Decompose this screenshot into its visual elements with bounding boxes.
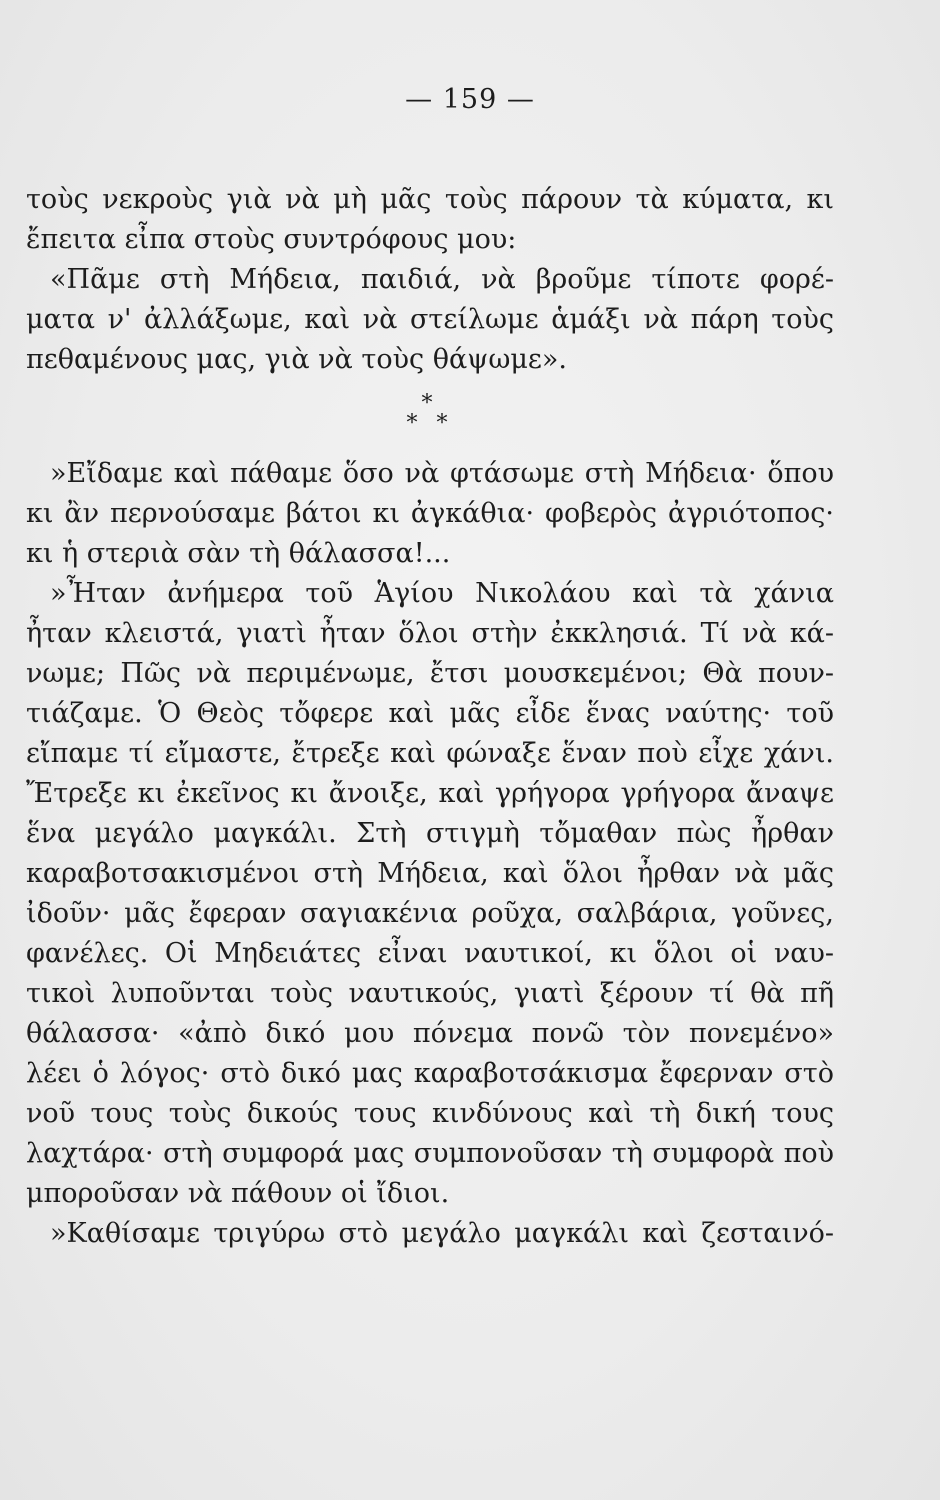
separator-stars-bottom: * *	[406, 411, 454, 436]
text-line: ἰδοῦν· μᾶς ἔφεραν σαγιακένια ροῦχα, σαλβάρια, γοῦνες,	[26, 898, 834, 929]
section-separator	[26, 380, 834, 454]
text-line: »Καθίσαμε τριγύρω στὸ μεγάλο μαγκάλι καὶ ζεσταινό-	[50, 1218, 834, 1249]
text-line: ἦταν κλειστά, γιατὶ ἦταν ὅλοι στὴν ἐκκλησιά. Τί νὰ κά-	[26, 618, 834, 649]
text-line: καραβοτσακισμένοι στὴ Μήδεια, καὶ ὅλοι ἦρθαν νὰ μᾶς	[26, 858, 834, 889]
text-line: »Ἦταν ἀνήμερα τοῦ Ἁγίου Νικολάου καὶ τὰ χάνια	[50, 578, 834, 609]
text-line: τιάζαμε. Ὁ Θεὸς τὄφερε καὶ μᾶς εἶδε ἕνας ναύτης· τοῦ	[26, 698, 834, 729]
page-number: — 159 —	[405, 84, 535, 115]
text-line: πεθαμένους μας, γιὰ νὰ τοὺς θάψωμε».	[26, 344, 568, 375]
text-line: ματα ν' ἀλλάξωμε, καὶ νὰ στείλωμε ἁμάξι νὰ πάρη τοὺς	[26, 304, 834, 335]
text-line: τοὺς νεκροὺς γιὰ νὰ μὴ μᾶς τοὺς πάρουν τὰ κύματα, κι	[26, 184, 834, 215]
text-line: λέει ὁ λόγος· στὸ δικό μας καραβοτσάκισμα ἔφερναν στὸ	[26, 1058, 834, 1089]
text-line: «Πᾶμε στὴ Μήδεια, παιδιά, νὰ βροῦμε τίποτε φορέ-	[50, 264, 834, 295]
text-line: τικοὶ λυποῦνται τοὺς ναυτικούς, γιατὶ ξέρουν τί θὰ πῆ	[26, 978, 834, 1009]
text-line: ἕνα μεγάλο μαγκάλι. Στὴ στιγμὴ τὄμαθαν πὼς ἦρθαν	[26, 818, 834, 849]
page-body	[26, 180, 834, 1254]
text-line: νωμε; Πῶς νὰ περιμένωμε, ἔτσι μουσκεμένοι; Θὰ πουν-	[26, 658, 834, 689]
text-line: Ἔτρεξε κι ἐκεῖνος κι ἄνοιξε, καὶ γρήγορα γρήγορα ἄναψε	[26, 778, 834, 809]
text-line: νοῦ τους τοὺς δικούς τους κινδύνους καὶ τὴ δική τους	[26, 1098, 834, 1129]
text-line: ἔπειτα εἶπα στοὺς συντρόφους μου:	[26, 224, 517, 255]
text-line: εἴπαμε τί εἴμαστε, ἔτρεξε καὶ φώναξε ἕναν ποὺ εἶχε χάνι.	[26, 738, 834, 769]
text-line: μποροῦσαν νὰ πάθουν οἱ ἴδιοι.	[26, 1178, 450, 1209]
text-line: κι ἡ στεριὰ σὰν τὴ θάλασσα!...	[26, 538, 451, 569]
text-line: κι ἂν περνούσαμε βάτοι κι ἀγκάθια· φοβερὸς ἀγριότοπος·	[26, 498, 834, 529]
separator-star-top: *	[421, 391, 439, 416]
text-line: θάλασσα· «ἀπὸ δικό μου πόνεμα πονῶ τὸν πονεμένο»	[26, 1018, 834, 1049]
text-line: »Εἴδαμε καὶ πάθαμε ὅσο νὰ φτάσωμε στὴ Μήδεια· ὅπου	[50, 458, 834, 489]
text-line: λαχτάρα· στὴ συμφορά μας συμπονοῦσαν τὴ συμφορὰ ποὺ	[26, 1138, 834, 1169]
text-line: φανέλες. Οἱ Μηδειάτες εἶναι ναυτικοί, κι ὅλοι οἱ ναυ-	[26, 938, 834, 969]
